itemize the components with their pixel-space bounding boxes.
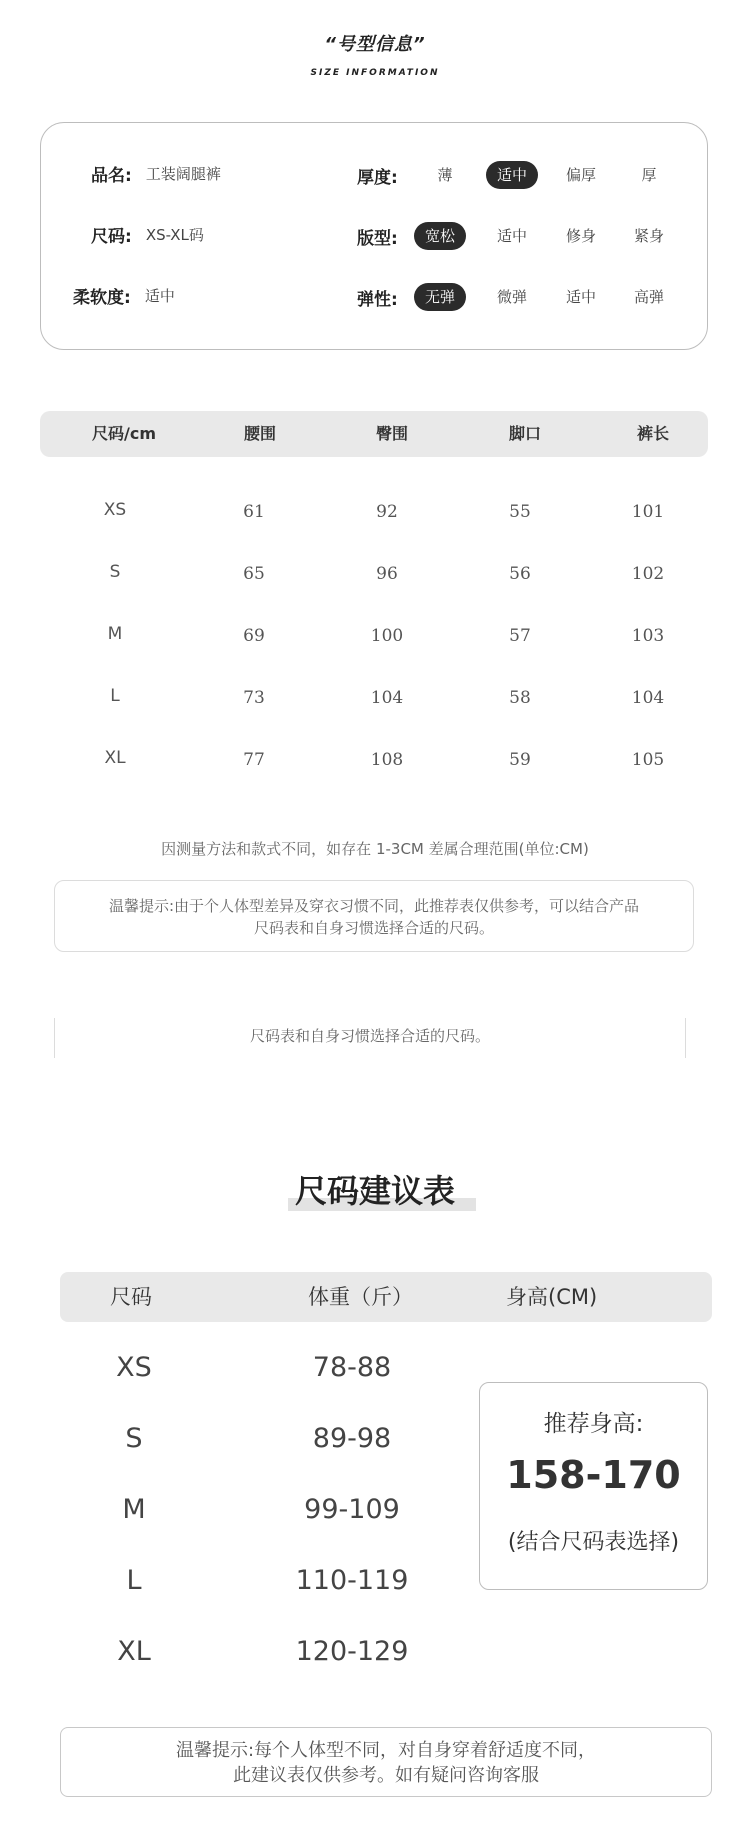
thickness-option: 薄: [437, 166, 453, 184]
size-tip-line: 尺码表和自身习惯选择合适的尺码。: [253, 919, 494, 937]
thickness-option: 偏厚: [565, 166, 596, 184]
recommend-header-cell: 体重（斤）: [308, 1285, 413, 1309]
thickness-option: 厚: [641, 166, 657, 184]
recommend-size-cell: XS: [116, 1352, 152, 1383]
size-table-header-cell: 腰围: [243, 424, 276, 443]
size-table-cell: 101: [631, 502, 665, 522]
recommend-size-cell: M: [122, 1494, 146, 1525]
section-title-size-info: “号型信息”: [324, 34, 426, 55]
recommend-tip-box: [60, 1727, 712, 1797]
size-table-cell: 65: [243, 564, 265, 584]
size-table-cell: 104: [631, 688, 665, 708]
elastic-option: 适中: [565, 288, 596, 306]
elastic-option-selected: 无弹: [414, 283, 466, 311]
softness-label: 柔软度:: [73, 288, 131, 308]
size-table-cell: 100: [370, 626, 404, 646]
size-table-cell: M: [107, 624, 123, 644]
size-table-cell: L: [110, 686, 120, 706]
thickness-label: 厚度:: [357, 168, 398, 188]
size-tip-line: 温馨提示:由于个人体型差异及穿衣习惯不同，此推荐表仅供参考，可以结合产品: [108, 897, 640, 915]
size-table-cell: S: [109, 562, 121, 582]
size-table-cell: 105: [631, 750, 665, 770]
size-table-cell: 57: [509, 626, 531, 646]
size-table-cell: 56: [509, 564, 531, 584]
size-table-cell: 102: [631, 564, 665, 584]
cropped-tip-strip: 尺码表和自身习惯选择合适的尺码。: [54, 1018, 686, 1058]
recommend-weight-cell: 99-109: [304, 1494, 400, 1525]
recommend-header-cell: 身高(CM): [506, 1285, 598, 1309]
size-table-cell: 59: [509, 750, 531, 770]
name-value: 工装阔腿裤: [145, 165, 221, 183]
thickness-option-selected: 适中: [486, 161, 538, 189]
size-table-cell: 58: [509, 688, 531, 708]
size-table-cell: 92: [376, 502, 398, 522]
recommend-header-cell: 尺码: [110, 1285, 152, 1309]
elastic-label: 弹性:: [357, 290, 398, 310]
size-table-header: [40, 411, 708, 457]
fit-option: 紧身: [633, 227, 664, 245]
recommended-height-box: [479, 1382, 708, 1590]
recommended-height-hint: (结合尺码表选择): [507, 1530, 680, 1555]
fit-option: 修身: [565, 227, 596, 245]
recommended-height-label: 推荐身高:: [543, 1411, 644, 1437]
softness-value: 适中: [144, 287, 175, 305]
recommend-title: 尺码建议表: [294, 1172, 455, 1210]
size-value: XS-XL码: [145, 226, 204, 244]
name-label: 品名:: [91, 166, 132, 186]
recommend-table-header: [60, 1272, 712, 1322]
recommend-tip-line: 此建议表仅供参考。如有疑问咨询客服: [233, 1765, 539, 1786]
size-table-cell: 73: [243, 688, 265, 708]
size-table-cell: 61: [243, 502, 265, 522]
size-tip-box: [54, 880, 694, 952]
size-table-cell: 96: [376, 564, 398, 584]
recommend-weight-cell: 120-129: [295, 1636, 409, 1667]
size-table-cell: 108: [370, 750, 404, 770]
size-table-header-cell: 脚口: [508, 424, 541, 443]
size-table-header-cell: 裤长: [636, 424, 669, 443]
fit-label: 版型:: [357, 229, 398, 249]
recommend-tip-line: 温馨提示:每个人体型不同，对自身穿着舒适度不同，: [175, 1740, 597, 1761]
info-softness-row: [73, 283, 175, 308]
size-table-cell: 69: [243, 626, 265, 646]
size-label: 尺码:: [91, 227, 132, 247]
recommend-size-cell: S: [125, 1423, 143, 1454]
recommend-weight-cell: 78-88: [312, 1352, 392, 1383]
recommend-weight-cell: 110-119: [295, 1565, 409, 1596]
size-table-cell: XL: [104, 748, 126, 768]
section-subtitle: SIZE INFORMATION: [310, 68, 440, 78]
size-table-cell: XS: [103, 500, 127, 520]
recommend-size-cell: L: [126, 1565, 142, 1596]
elastic-option: 微弹: [496, 288, 527, 306]
info-size-row: [91, 222, 204, 247]
size-table-header-cell: 臀围: [375, 424, 408, 443]
size-table-cell: 103: [631, 626, 665, 646]
fit-option-selected: 宽松: [414, 222, 466, 250]
measurement-note: 因测量方法和款式不同，如存在 1-3CM 差属合理范围(单位:CM): [161, 840, 589, 858]
recommend-size-cell: XL: [117, 1636, 151, 1667]
size-table-cell: 77: [243, 750, 265, 770]
recommend-weight-cell: 89-98: [312, 1423, 392, 1454]
elastic-option: 高弹: [633, 288, 664, 306]
info-name-row: [91, 161, 221, 186]
product-info-card: [40, 122, 708, 350]
size-table-cell: 55: [509, 502, 531, 522]
recommended-height-range: 158-170: [506, 1453, 681, 1497]
size-table-header-cell: 尺码/cm: [91, 424, 156, 443]
fit-option: 适中: [496, 227, 527, 245]
size-table-cell: 104: [370, 688, 404, 708]
